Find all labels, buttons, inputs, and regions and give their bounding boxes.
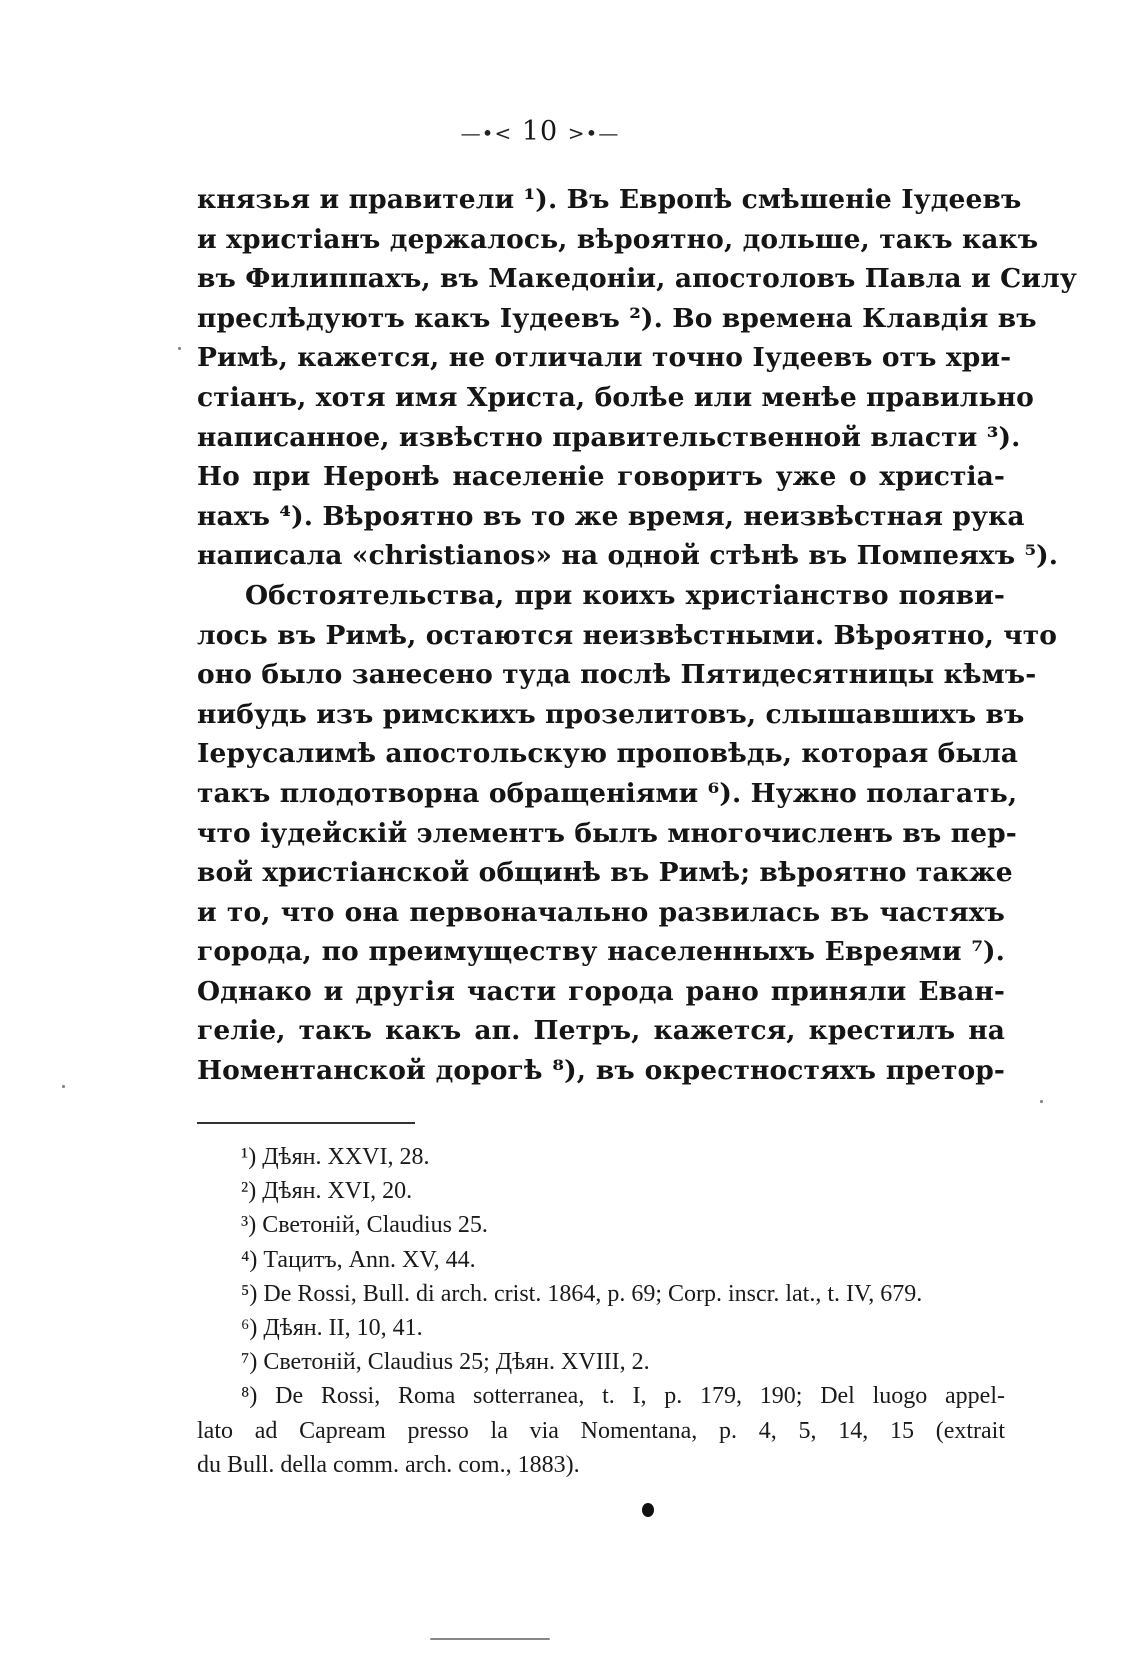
footnote-4: ⁴) Тацитъ, Ann. XV, 44. xyxy=(241,1246,476,1273)
scan-speck xyxy=(62,1085,65,1088)
footnote-8-continued: du Bull. della comm. arch. com., 1883). xyxy=(197,1451,580,1478)
text-line: города, по преимуществу населенныхъ Евреями ⁷). xyxy=(197,936,1005,968)
text-line: геліе, такъ какъ ап. Петръ, кажется, крестилъ на xyxy=(197,1015,1005,1047)
text-line: Римѣ, кажется, не отличали точно Іудеевъ отъ хри- xyxy=(197,342,1012,374)
text-line: Но при Неронѣ населеніе говоритъ уже о христіа- xyxy=(197,461,1005,493)
text-line: написала «christianos» на одной стѣнѣ въ Помпеяхъ ⁵). xyxy=(197,540,1059,572)
text-line: что іудейскій элементъ былъ многочисленъ въ пер- xyxy=(197,817,1017,849)
footnote-1: ¹) Дѣян. XXVI, 28. xyxy=(241,1144,430,1170)
text-line: преслѣдуютъ какъ Іудеевъ ²). Во времена Клавдія въ xyxy=(197,302,1037,334)
text-line: князья и правители ¹). Въ Европѣ смѣшеніе Іудеевъ xyxy=(197,184,1022,215)
text-line: Номентанской дорогѣ ⁸), въ окрестностяхъ претор- xyxy=(197,1055,1005,1087)
footnotes xyxy=(197,1140,1005,1482)
text-line: нибудь изъ римскихъ прозелитовъ, слышавшихъ въ xyxy=(197,698,1025,730)
footnote-8: ⁸) De Rossi, Roma sotterranea, t. I, p. 179, 190; Del luogo appel- xyxy=(241,1383,1005,1410)
text-line: оно было занесено туда послѣ Пятидесятницы кѣмъ- xyxy=(197,659,1037,691)
text-line: написанное, извѣстно правительственной власти ³). xyxy=(197,421,1021,453)
ink-blot xyxy=(642,1503,654,1517)
page-number: 10 xyxy=(521,116,559,147)
text-line: такъ плодотворна обращеніями ⁶). Нужно полагать, xyxy=(197,777,1018,809)
text-line: Іерусалимѣ апостольскую проповѣдь, которая была xyxy=(197,738,1019,770)
right-ornament: >•— xyxy=(567,121,620,145)
text-line: лось въ Римѣ, остаются неизвѣстными. Вѣроятно, что xyxy=(197,619,1058,651)
main-text xyxy=(197,180,1077,1091)
scan-speck xyxy=(1040,1100,1043,1103)
footnote-7: ⁷) Светоній, Claudius 25; Дѣян. XVIII, 2. xyxy=(241,1349,650,1376)
text-line: и христіанъ держалось, вѣроятно, дольше, такъ какъ xyxy=(197,223,1039,255)
scan-speck xyxy=(178,347,181,350)
text-line: нахъ ⁴). Вѣроятно въ то же время, неизвѣстная рука xyxy=(197,500,1025,532)
footnote-5: ⁵) De Rossi, Bull. di arch. crist. 1864, p. 69; Corp. inscr. lat., t. IV, 679. xyxy=(241,1280,923,1307)
footnote-separator xyxy=(197,1122,415,1124)
footnote-3: ³) Светоній, Claudius 25. xyxy=(241,1212,488,1239)
footnote-2: ²) Дѣян. XVI, 20. xyxy=(241,1178,413,1205)
page-header xyxy=(0,116,1080,147)
text-line: Однако и другія части города рано приняли Еван- xyxy=(197,975,1005,1007)
left-ornament: —•< xyxy=(460,121,513,145)
text-line: въ Филиппахъ, въ Македоніи, апостоловъ Павла и Силу xyxy=(197,263,1077,295)
footnote-6: ⁶) Дѣян. II, 10, 41. xyxy=(241,1314,423,1341)
text-line: вой христіанской общинѣ въ Римѣ; вѣроятно также xyxy=(197,857,1013,889)
text-line: и то, что она первоначально развилась въ частяхъ xyxy=(197,896,1005,928)
text-line: стіанъ, хотя имя Христа, болѣе или менѣе правильно xyxy=(197,381,1034,413)
scan-speck xyxy=(430,1638,550,1640)
footnote-8-continued: lato ad Capream presso la via Nomentana, p. 4, 5, 14, 15 (extrait xyxy=(197,1417,1005,1444)
paragraph-start-line: Обстоятельства, при коихъ христіанство появи- xyxy=(245,579,1005,611)
